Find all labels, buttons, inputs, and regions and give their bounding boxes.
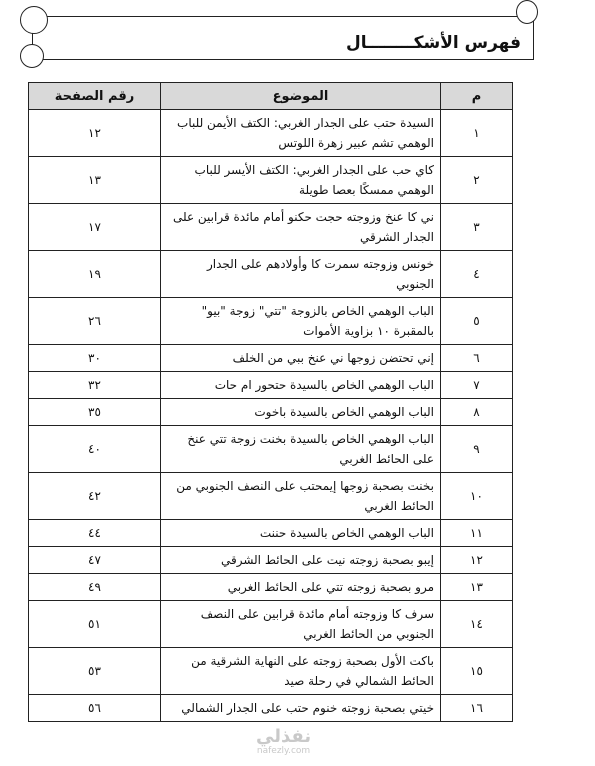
row-number: ٨ bbox=[441, 399, 513, 426]
page-title: فهرس الأشكــــــــال bbox=[345, 33, 521, 53]
row-page-number: ٤٤ bbox=[29, 520, 161, 547]
row-number: ٣ bbox=[441, 204, 513, 251]
table-row bbox=[29, 574, 513, 601]
table-row bbox=[29, 157, 513, 204]
table-row bbox=[29, 695, 513, 722]
row-subject: السيدة حتب على الجدار الغربي: الكتف الأيمن للباب الوهمي تشم عبير زهرة اللوتس bbox=[161, 110, 441, 157]
row-number: ١٥ bbox=[441, 648, 513, 695]
row-subject: ني كا عنخ وزوجته حجت حكنو أمام مائدة قرابين على الجدار الشرقي bbox=[161, 204, 441, 251]
row-page-number: ٥٦ bbox=[29, 695, 161, 722]
table-row bbox=[29, 251, 513, 298]
watermark-url: nafezly.com bbox=[256, 746, 311, 756]
table-row bbox=[29, 426, 513, 473]
row-subject: الباب الوهمي الخاص بالسيدة حتحور ام حات bbox=[161, 372, 441, 399]
table-row bbox=[29, 298, 513, 345]
scroll-curl-bottom-left bbox=[20, 44, 44, 68]
row-subject: كاي حب على الجدار الغربي: الكتف الأيسر للباب الوهمي ممسكًا بعصا طويلة bbox=[161, 157, 441, 204]
row-page-number: ١٧ bbox=[29, 204, 161, 251]
header-number: م bbox=[441, 83, 513, 110]
row-page-number: ٥١ bbox=[29, 601, 161, 648]
banner-frame bbox=[32, 16, 534, 60]
row-number: ٩ bbox=[441, 426, 513, 473]
table-row bbox=[29, 110, 513, 157]
row-subject: بخنت بصحبة زوجها إيمحتب على النصف الجنوبي من الحائط الغربي bbox=[161, 473, 441, 520]
row-subject: الباب الوهمي الخاص بالزوجة "تتي" زوجة "بيو" بالمقبرة ١٠ بزاوية الأموات bbox=[161, 298, 441, 345]
figures-index-table bbox=[28, 82, 513, 722]
watermark-logo bbox=[256, 728, 311, 756]
table-row bbox=[29, 601, 513, 648]
row-page-number: ١٣ bbox=[29, 157, 161, 204]
row-subject: الباب الوهمي الخاص بالسيدة باخوت bbox=[161, 399, 441, 426]
row-page-number: ٣٢ bbox=[29, 372, 161, 399]
row-number: ١١ bbox=[441, 520, 513, 547]
row-subject: الباب الوهمي الخاص بالسيدة بخنت زوجة تتي عنخ على الحائط الغربي bbox=[161, 426, 441, 473]
row-number: ١٤ bbox=[441, 601, 513, 648]
table-row bbox=[29, 204, 513, 251]
header-page: رقم الصفحة bbox=[29, 83, 161, 110]
row-page-number: ٤٢ bbox=[29, 473, 161, 520]
row-number: ١ bbox=[441, 110, 513, 157]
table-row bbox=[29, 473, 513, 520]
row-subject: سرف كا وزوجته أمام مائدة قرابين على النصف الجنوبي من الحائط الغربي bbox=[161, 601, 441, 648]
row-number: ٧ bbox=[441, 372, 513, 399]
row-subject: مرو بصحبة زوجته تتي على الحائط الغربي bbox=[161, 574, 441, 601]
row-number: ٢ bbox=[441, 157, 513, 204]
row-subject: إيبو بصحبة زوجته نيت على الحائط الشرقي bbox=[161, 547, 441, 574]
row-number: ١٣ bbox=[441, 574, 513, 601]
row-number: ٤ bbox=[441, 251, 513, 298]
scroll-curl-top-left bbox=[20, 6, 48, 34]
table-row bbox=[29, 520, 513, 547]
row-page-number: ١٢ bbox=[29, 110, 161, 157]
row-number: ١٢ bbox=[441, 547, 513, 574]
row-page-number: ١٩ bbox=[29, 251, 161, 298]
title-banner bbox=[14, 6, 532, 58]
table-body bbox=[29, 110, 513, 722]
row-page-number: ٢٦ bbox=[29, 298, 161, 345]
table-row bbox=[29, 648, 513, 695]
row-page-number: ٤٧ bbox=[29, 547, 161, 574]
row-page-number: ٤٠ bbox=[29, 426, 161, 473]
scroll-curl-top-right bbox=[516, 0, 538, 24]
table-row bbox=[29, 547, 513, 574]
row-number: ٦ bbox=[441, 345, 513, 372]
header-subject: الموضوع bbox=[161, 83, 441, 110]
row-subject: إني تحتضن زوجها ني عنخ ببي من الخلف bbox=[161, 345, 441, 372]
table-row bbox=[29, 399, 513, 426]
row-number: ١٦ bbox=[441, 695, 513, 722]
row-page-number: ٣٥ bbox=[29, 399, 161, 426]
table-header-row bbox=[29, 83, 513, 110]
table-row bbox=[29, 345, 513, 372]
row-page-number: ٣٠ bbox=[29, 345, 161, 372]
row-subject: باكت الأول بصحبة زوجته على النهاية الشرقية من الحائط الشمالي في رحلة صيد bbox=[161, 648, 441, 695]
table-row bbox=[29, 372, 513, 399]
watermark-text: نفذلي bbox=[256, 726, 312, 747]
row-number: ٥ bbox=[441, 298, 513, 345]
row-subject: خيتي بصحبة زوجته خنوم حتب على الجدار الشمالي bbox=[161, 695, 441, 722]
row-page-number: ٤٩ bbox=[29, 574, 161, 601]
row-number: ١٠ bbox=[441, 473, 513, 520]
row-page-number: ٥٣ bbox=[29, 648, 161, 695]
row-subject: الباب الوهمي الخاص بالسيدة حننت bbox=[161, 520, 441, 547]
row-subject: خونس وزوجته سمرت كا وأولادهم على الجدار الجنوبي bbox=[161, 251, 441, 298]
